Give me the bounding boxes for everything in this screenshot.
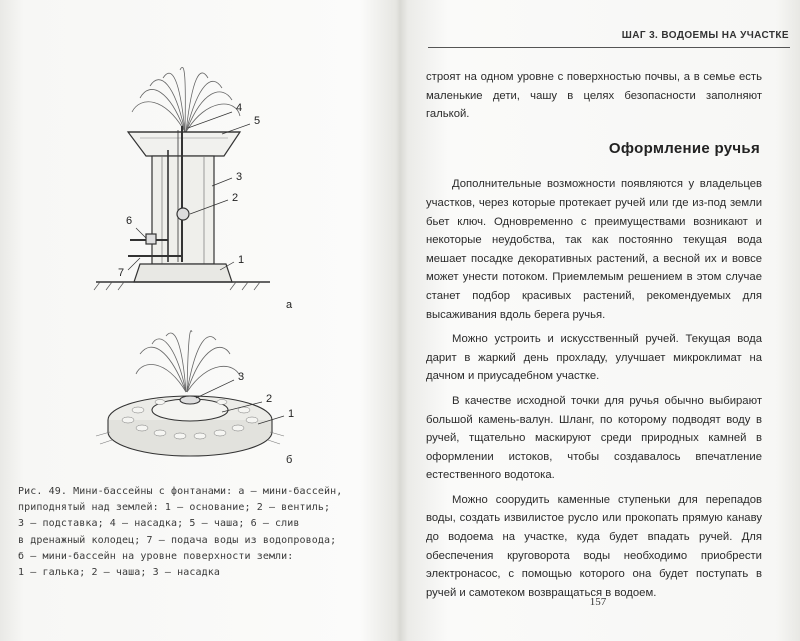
paragraph-2: Можно устроить и искусственный ручей. Текущая вода дарит в жаркий день прохладу, улучшает микроклимат на дачном и приусадебном участке. <box>426 333 762 383</box>
callout-5: 5 <box>254 115 261 127</box>
callout-7: 7 <box>118 267 125 279</box>
paragraph-continuation: строят на одном уровне с поверхностью почвы, а в семье есть маленькие дети, чашу в целях безопасности заполняют галькой. <box>426 71 762 121</box>
section-title: Оформление ручья <box>608 139 760 157</box>
caption-line: 1 — галька; 2 — чаша; 3 — насадка <box>18 567 220 579</box>
figure-a-label: а <box>286 299 293 311</box>
running-header: ШАГ 3. ВОДОЕМЫ НА УЧАСТКЕ <box>621 30 789 41</box>
caption-line: приподнятый над землей: 1 — основание; 2 — вентиль; <box>18 502 331 514</box>
body-text <box>426 68 762 602</box>
paragraph-1: Дополнительные возможности появляются у владельцев участков, через которые протекает ручей или где из-под земли бьет ключ. Одновременно с преимуществами возникают и некоторые неудобства, так как постоянно текущая вода мешает посадке декоративных растений, а весной их и вовсе может унести потоком. Приемлемым решением в этом случае станет подбор красивых растений, рекомендуемых для высаживания вдоль берега ручья. <box>426 178 762 321</box>
callout-b-2: 2 <box>266 393 273 405</box>
callout-6: 6 <box>126 215 133 227</box>
paragraph-4: Можно соорудить каменные ступеньки для перепадов воды, создать извилистое русло или прокопать прямую канаву до водоема на участке, куда будет впадать ручей. Для обеспечения круговорота воды необходимо приобрести электронасос, с помощью которого она будет поступать в ручей и самотеком возвращаться в водоем. <box>426 493 762 599</box>
callout-4: 4 <box>236 102 243 114</box>
caption-line: 3 — подставка; 4 — насадка; 5 — чаша; 6 — слив <box>18 518 300 530</box>
figure-caption <box>18 484 393 581</box>
paragraph-3: В качестве исходной точки для ручья обычно выбирают большой камень-валун. Шланг, по которому подводят воду в ручей, тщательно маскируют среди природных камней в оформлении истоков, чтобы создавалось впечатление естественного водотока. <box>426 394 762 482</box>
caption-line: Рис. 49. Мини-бассейны с фонтанами: а — мини-бассейн, <box>18 486 343 497</box>
figure-b-drawing <box>96 331 284 456</box>
page-number: 157 <box>589 596 607 608</box>
fountain-figure <box>0 0 400 480</box>
right-page <box>400 0 800 641</box>
header-rule <box>428 47 790 48</box>
callout-1: 1 <box>238 254 245 266</box>
callout-2: 2 <box>232 192 239 204</box>
caption-line: б — мини-бассейн на уровне поверхности земли: <box>18 550 294 562</box>
figure-b-label: б <box>286 454 293 466</box>
caption-line: в дренажный колодец; 7 — подача воды из водопровода; <box>18 534 337 546</box>
callout-b-1: 1 <box>288 408 295 420</box>
callout-b-3: 3 <box>238 371 245 383</box>
callout-3: 3 <box>236 171 243 183</box>
